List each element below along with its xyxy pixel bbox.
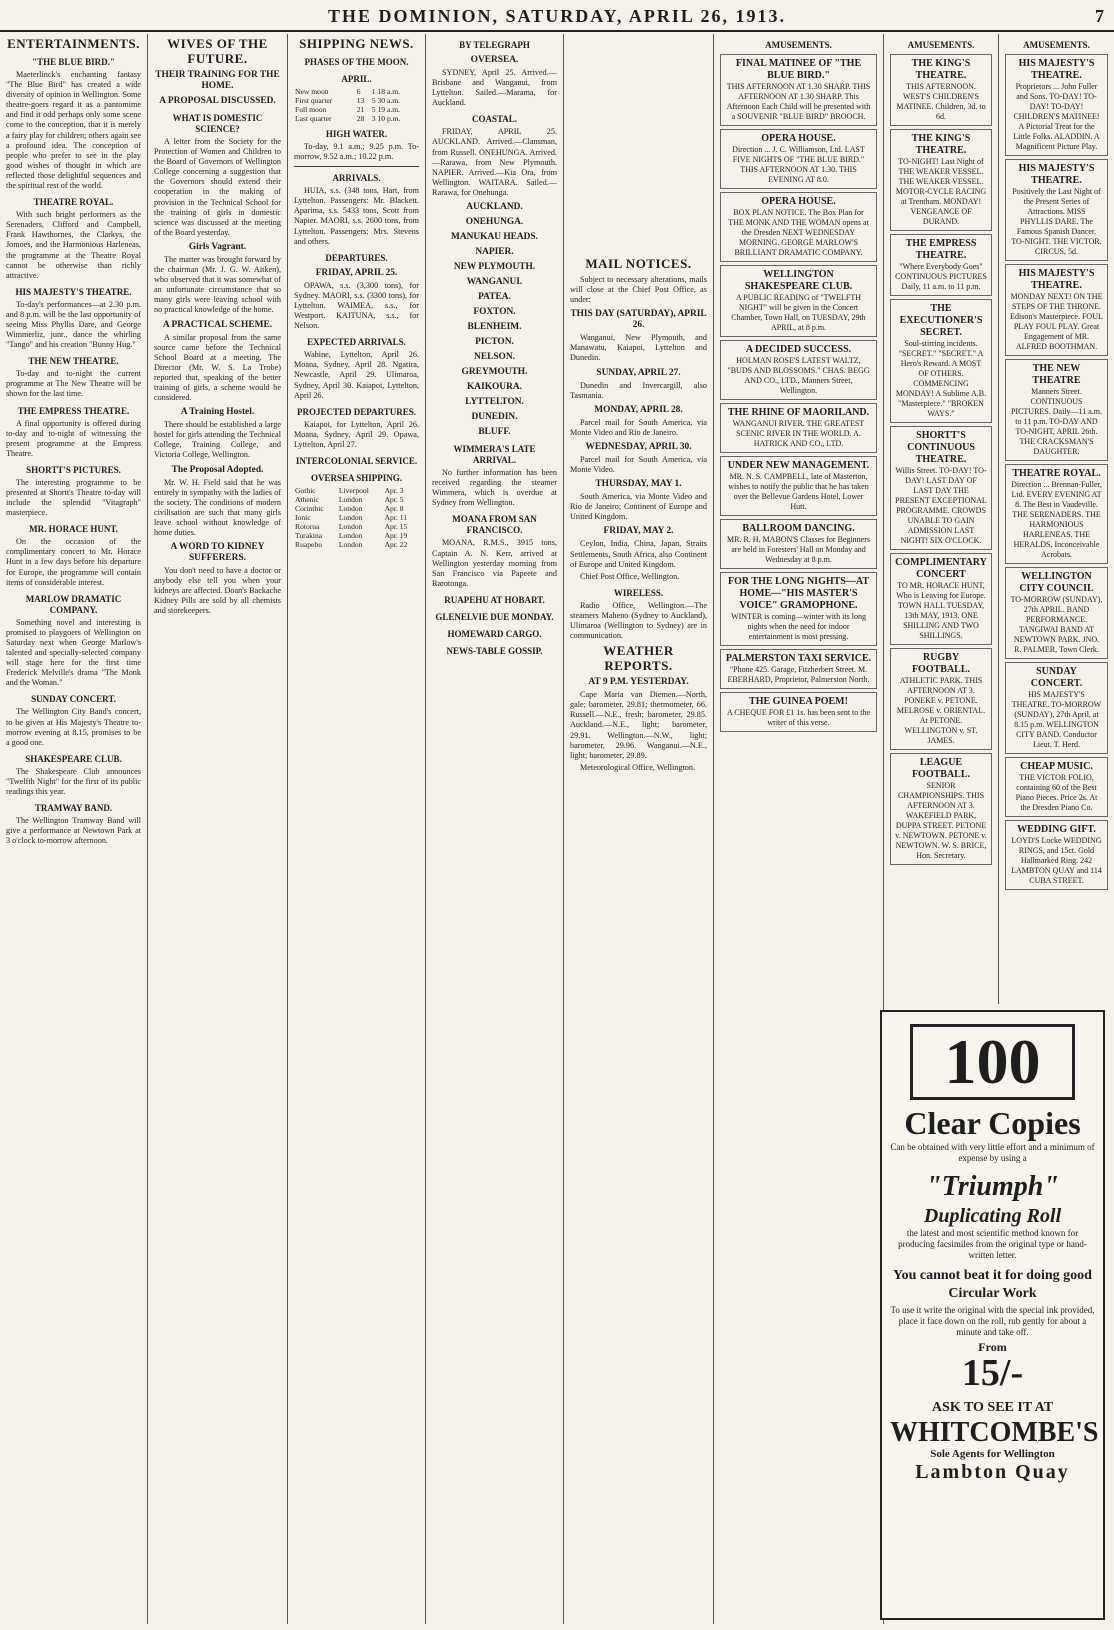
advert-text: ATHLETIC PARK. THIS AFTERNOON AT 3. PONEKE v. PETONE. MELROSE v. ORIENTAL. At PETONE. WELLINGTON v. ST. JAMES. xyxy=(896,676,986,745)
section-text: The Shakespeare Club announces "Twelfth Night" for the first of its public readings this year. xyxy=(6,766,141,796)
mail-day: THURSDAY, MAY 1. xyxy=(595,479,682,490)
advert xyxy=(720,649,877,689)
advert xyxy=(890,234,992,296)
advert xyxy=(720,519,877,569)
port-title: BLENHEIM. xyxy=(467,322,522,333)
advert-text: "Where Everybody Goes" CONTINUOUS PICTURES Daily, 11 a.m. to 11 p.m. xyxy=(895,262,987,291)
advert-title: WEDDING GIFT. xyxy=(1017,824,1096,835)
advert-title: THE RHINE OF MAORILAND. xyxy=(727,407,870,418)
ship-name: Corinthic xyxy=(295,503,324,513)
port-title: KAIKOURA. xyxy=(467,382,522,393)
port-title: GREYMOUTH. xyxy=(461,367,528,378)
section-title: SHAKESPEARE CLUB. xyxy=(25,753,122,764)
advert xyxy=(720,340,877,400)
advert-text: BOX PLAN NOTICE. The Box Plan for THE MONK AND THE WOMAN opens at the Dresden NEXT WEDNESDAY MORNING. GEORGE MARLOW'S BRILLIANT DRAMATIC COMPANY. xyxy=(728,208,869,257)
column-wives-future xyxy=(148,34,288,1624)
coastal-text: FRIDAY, APRIL 25. AUCKLAND. Arrived.—Clansman, from Russell. ONEHUNGA. Arrived.—Rarawa, from New Plymouth. NAPIER. Arrived.—Kia Ora, from Wellington. WAITARA. Sailed.—Rarawa, for Onehunga. xyxy=(432,127,557,197)
section-text: To-day and to-night the current programme at The New Theatre will be shown for the last time. xyxy=(6,369,141,399)
port-title: PICTON. xyxy=(475,337,514,348)
advert-text: HOLMAN ROSE'S LATEST WALTZ, "BUDS AND BLOSSOMS." CHAS. BEGG AND CO., LTD., Manners Street, Wellington. xyxy=(727,356,870,395)
advert-text: Direction ... J. C. Williamson, Ltd. LAST FIVE NIGHTS OF "THE BLUE BIRD." THIS AFTERNOON AT 1.30. THIS EVENING AT 8.0. xyxy=(732,145,865,184)
advert-text: Manners Street. CONTINUOUS PICTURES. Daily—11 a.m. to 11 p.m. TO-DAY AND TO-NIGHT, APRIL 26th. THE CRACKSMAN'S DAUGHTER. xyxy=(1010,387,1103,456)
ship-date: Apr. 22 xyxy=(384,539,408,549)
section-title: MARLOW DRAMATIC COMPANY. xyxy=(25,593,122,615)
moon-title: PHASES OF THE MOON. xyxy=(304,57,409,67)
ship-name: Ruapehu xyxy=(295,539,322,549)
advert-title: HIS MAJESTY'S THEATRE. xyxy=(1018,163,1095,186)
advert-title: WELLINGTON CITY COUNCIL xyxy=(1019,571,1094,594)
mail-day: THIS DAY (SATURDAY), APRIL 26. xyxy=(570,309,707,331)
advert xyxy=(720,265,877,337)
section-title: TRAMWAY BAND. xyxy=(34,803,113,814)
port-title: BLUFF. xyxy=(478,427,511,438)
port-title: PATEA. xyxy=(478,292,511,303)
port-title: MANUKAU HEADS. xyxy=(451,232,538,243)
moon-day: 21 xyxy=(356,105,365,114)
column-amusements-1 xyxy=(714,34,884,1624)
advert xyxy=(890,426,992,550)
expected-text: Wahine, Lyttelton, April 26. Moana, Sydney, April 28. Ngatira, Newcastle, April 29. Ulimaroa, Sydney, April 30. Kaiapoi, Lyttelton, April 26. xyxy=(294,350,419,400)
moon-month: APRIL. xyxy=(341,74,372,84)
newstable-title: NEWS-TABLE GOSSIP. xyxy=(446,645,543,656)
amusements-heading: AMUSEMENTS. xyxy=(1023,40,1090,50)
advert xyxy=(890,54,992,126)
table-row xyxy=(294,105,419,114)
mail-text: Parcel mail for South America, via Monte Video. xyxy=(570,454,707,475)
table-row xyxy=(294,504,419,513)
shipping-heading: SHIPPING NEWS. xyxy=(299,36,414,51)
mail-intro: Subject to necessary alterations, mails will close at the Chief Post Office, as under: xyxy=(570,275,707,305)
advert-text: A PUBLIC READING of "TWELFTH NIGHT" will be given in the Concert Chamber, Town Hall, on TUESDAY, 29th APRIL, at 8 p.m. xyxy=(731,293,866,332)
advert xyxy=(720,456,877,516)
departures-text: OPAWA, s.s. (3,300 tons), for Sydney. MAORI, s.s. (3300 tons), for Lyttelton. WAIMEA, s.s., for Westport. KAITUNA, s.s., for Nelson. xyxy=(294,280,419,331)
advert-text: Soul-stirring incidents. "SECRET." "SECRET." A Hero's Reward. A MOST OF OTHERS. COMMENCING MONDAY! A Sublime A.B. "Masterpiece." "BROKEN WAYS." xyxy=(895,339,987,418)
advert-text: MR. N. S. CAMPBELL, late of Masterton, wishes to notify the public that he has taken over the Bellevue Gardens Hotel, Lower Hutt. xyxy=(728,472,869,511)
section-title: SUNDAY CONCERT. xyxy=(31,694,116,705)
advert-text: THIS AFTERNOON. WEST'S CHILDREN'S MATINEE. Children, 3d. to 6d. xyxy=(896,82,986,121)
triumph-duplicating-advert xyxy=(880,1010,1105,1620)
advert xyxy=(720,192,877,262)
amusements-heading: AMUSEMENTS. xyxy=(765,40,832,50)
advert-text: MONDAY NEXT! ON THE STEPS OF THE THRONE. Edison's Masterpiece. FOUL PLAY FOUL PLAY. Great Engagement of MR. ALFRED BOOTHMAN. xyxy=(1010,292,1103,351)
section-title: THE NEW THEATRE. xyxy=(28,356,119,367)
port-title: FOXTON. xyxy=(473,307,516,318)
section-text: On the occasion of the complimentary concert to Mr. Horace Hunt in a few days before his departure for Europe, the programme will contain items of considerable interest. xyxy=(6,537,141,587)
advert-title: THE KING'S THEATRE. xyxy=(911,133,971,156)
ship-date: Apr. 8 xyxy=(384,503,404,513)
wimmera-text: No further information has been received regarding the steamer Wimmera, which is overdue at Sydney from Wellington. xyxy=(432,468,557,508)
port-title: WANGANUI. xyxy=(466,277,523,288)
advert-text: TO-NIGHT! Last Night of THE WEAKER VESSEL. THE WEAKER VESSEL. MOTOR-CYCLE RACING at Trentham. MONDAY! VENGEANCE OF DURAND. xyxy=(895,157,987,226)
advert-text: THE VICTOR FOLIO, containing 60 of the Best Piano Pieces. Price 2s. At the Dresden Piano Co. xyxy=(1015,773,1098,812)
projected-text: Kaiapoi, for Lyttelton, April 26. Moana, Sydney, April 29. Opawa, Lyttelton, April 27. xyxy=(294,419,419,449)
port-title: AUCKLAND. xyxy=(466,202,523,213)
coastal-title: COASTAL. xyxy=(471,114,518,125)
port-title: NELSON. xyxy=(474,352,515,363)
port-title: LYTTELTON. xyxy=(465,397,524,408)
advert-title: OPERA HOUSE. xyxy=(761,196,836,207)
advert xyxy=(1005,359,1108,461)
section-text: Mr. W. H. Field said that he was entirely in sympathy with the ladies of the society. The conditions of modern civilisation are such that many girls leave school without knowledge of home duties. xyxy=(154,477,281,537)
section-text: With such bright performers as the Serenaders, Clifford and Campbell, Frank Hawthornes, the Clarkys, the Jomoes, and the Harmonious Harleneas, the programme at the Theatre Royal cannot be otherwise than richly attractive. xyxy=(6,210,141,280)
moon-day: 13 xyxy=(356,96,365,105)
section-title: Girls Vagrant. xyxy=(188,241,247,252)
advert-title: CHEAP MUSIC. xyxy=(1020,761,1093,772)
mail-text: Ceylon, India, China, Japan, Straits Settlements, South Africa, also Continent of Europe and United Kingdom. xyxy=(570,539,707,569)
advert-text: Proprietors ... John Fuller and Sons. TO-DAY! TO-DAY! TO-DAY! CHILDREN'S MATINEE! A Pictorial Treat for the Little Folks. ALADDIN. A Magnificent Picture Play. xyxy=(1013,82,1100,151)
advert-agents: Sole Agents for Wellington xyxy=(930,1448,1055,1460)
advert xyxy=(890,553,992,645)
table-row xyxy=(294,87,419,96)
column-amusements-3 xyxy=(999,34,1114,1004)
overseas-table xyxy=(294,486,419,549)
weather-sub: AT 9 P.M. YESTERDAY. xyxy=(588,677,689,688)
glenelvie-title: GLENELVIE DUE MONDAY. xyxy=(435,611,554,622)
advert xyxy=(890,753,992,865)
advert-text: TO-MORROW (SUNDAY), 27th APRIL. BAND PERFORMANCE. TANGIWAI BAND AT NEWTOWN PARK. JNO. R. PALMER, Town Clerk. xyxy=(1010,595,1103,654)
entertainments-list xyxy=(6,57,141,846)
advert xyxy=(890,648,992,750)
advert-title: COMPLIMENTARY CONCERT xyxy=(895,557,987,580)
section-title: The Proposal Adopted. xyxy=(171,464,264,475)
advert-title: THE EMPRESS THEATRE. xyxy=(905,238,977,261)
column-shipping xyxy=(288,34,426,1624)
advert xyxy=(1005,662,1108,754)
advert-lambton-quay: Lambton Quay xyxy=(915,1461,1070,1483)
table-row xyxy=(294,495,419,504)
projected-title: PROJECTED DEPARTURES. xyxy=(296,406,417,417)
section-text: You don't need to have a doctor or anybody else tell you when your kidneys are affected. Doan's Backache Kidney Pills are sold by all chemists and storekeepers. xyxy=(154,566,281,616)
homeward-title: HOMEWARD CARGO. xyxy=(447,628,542,639)
table-row xyxy=(294,96,419,105)
advert-title: THE EXECUTIONER'S SECRET. xyxy=(899,303,983,338)
advert-title: THEATRE ROYAL. xyxy=(1012,468,1101,479)
ship-date: Apr. 15 xyxy=(384,521,408,531)
ship-from: London xyxy=(338,494,363,504)
section-title: A PRACTICAL SCHEME. xyxy=(162,319,273,330)
moana-title: MOANA FROM SAN FRANCISCO. xyxy=(452,514,537,536)
advert-title: WELLINGTON SHAKESPEARE CLUB. xyxy=(744,269,853,292)
ship-from: London xyxy=(338,530,363,540)
clear-copies: Clear Copies xyxy=(904,1105,1081,1141)
moon-phase: New moon xyxy=(295,87,329,96)
moon-phases-table xyxy=(294,87,419,123)
section-text: There should be established a large hostel for girls attending the Technical College, Training College, and Victoria College, Wellington. xyxy=(154,420,281,460)
advert xyxy=(1005,757,1108,817)
section-title: A Training Hostel. xyxy=(180,407,255,418)
advert-subtext-3: To use it write the original with the special ink provided, place it face down on the roll, rub gently for about a minute and take off. xyxy=(890,1305,1095,1337)
advert-text: HIS MAJESTY'S THEATRE. TO-MORROW (SUNDAY), 27th April, at 8.15 p.m. WELLINGTON CITY BAND. Conductor Lieut. T. Herd. xyxy=(1011,690,1102,749)
departures-date: FRIDAY, APRIL 25. xyxy=(315,267,398,278)
moon-day: 6 xyxy=(356,87,361,96)
masthead-title: THE DOMINION, SATURDAY, APRIL 26, 1913. xyxy=(328,6,786,26)
advert-title: HIS MAJESTY'S THEATRE. xyxy=(1018,268,1095,291)
advert-whitcombes: WHITCOMBE'S xyxy=(890,1417,1099,1448)
article-subheading: THEIR TRAINING FOR THE HOME. xyxy=(155,70,280,91)
advert-text: WINTER is coming—winter with its long nights when the need for indoor entertainment is most pressing. xyxy=(731,612,866,641)
section-text: Something novel and interesting is promised to playgoers of Wellington on Saturday next when George Marlow's talented and specially-selected company will stage here for the first time Frederick Melville's drama "The Monk and the Woman." xyxy=(6,617,141,688)
section-text: The Wellington Tramway Band will give a performance at Newtown Park at 3 o'clock to-morrow afternoon. xyxy=(6,816,141,846)
ads-list xyxy=(1005,54,1108,890)
advert xyxy=(720,129,877,189)
table-row xyxy=(294,114,419,123)
advert-text: MR. R. H. MABON'S Classes for Beginners are held in Foresters' Hall on Monday and Wednesday at 8 p.m. xyxy=(727,535,870,564)
meteor-office: Meteorological Office, Wellington. xyxy=(580,762,695,772)
wireless-text: Radio Office, Wellington.—The steamers Maheno (Sydney to Auckland), Ulimaroa (Wellington to Sydney) are in communication. xyxy=(570,600,707,641)
mail-day: MONDAY, APRIL 28. xyxy=(594,404,683,415)
section-text: The matter was brought forward by the chairman (Mr. J. G. W. Aitken), who observed that it was somewhat of an unfortunate circumstance that so many girls were leaving school with no practical knowledge of the home. xyxy=(154,254,281,315)
advert-text: SENIOR CHAMPIONSHIPS. THIS AFTERNOON AT 3. WAKEFIELD PARK, DUPPA STREET. PETONE v. NEWTOWN. PETONE v. NEWTOWN. W. S. BRICE, Hon. Secretary. xyxy=(895,781,987,860)
advert-slogan: You cannot beat it for doing good Circular Work xyxy=(893,1268,1092,1301)
advert-title: FOR THE LONG NIGHTS—AT HOME—"HIS MASTER'S VOICE" GRAMOPHONE. xyxy=(727,576,870,611)
ship-from: London xyxy=(338,521,363,531)
port-title: ONEHUNGA. xyxy=(465,217,524,228)
advert-text: Direction ... Brennan-Fuller, Ltd. EVERY EVENING AT 8. The Best in Vaudeville. THE SERENADERS. THE HARMONIOUS HARLENEAS. THE HERALDS, Inconceivable Acrobats. xyxy=(1011,480,1102,559)
advert-title: FINAL MATINEE OF "THE BLUE BIRD." xyxy=(735,58,862,81)
port-title: DUNEDIN. xyxy=(471,412,518,423)
ship-name: Gothic xyxy=(295,485,316,495)
advert xyxy=(1005,264,1108,356)
advert-title: HIS MAJESTY'S THEATRE. xyxy=(1018,58,1095,81)
ship-date: Apr. 11 xyxy=(384,512,408,522)
ship-from: London xyxy=(338,503,363,513)
article-subheading-3: WHAT IS DOMESTIC SCIENCE? xyxy=(172,113,263,134)
arrivals-title: ARRIVALS. xyxy=(332,173,381,184)
masthead xyxy=(0,0,1114,32)
advert-text: THIS AFTERNOON AT 1.30 SHARP. THIS AFTERNOON AT 1.30 SHARP. This Afternoon Each Child will be presented with a SOUVENIR "BLUE BIRD" BROOCH. xyxy=(726,82,871,121)
departures-title: DEPARTURES. xyxy=(325,252,388,263)
hundred-number: 100 xyxy=(910,1024,1075,1100)
ship-name: Rotorua xyxy=(295,521,320,531)
amusements-heading: AMUSEMENTS. xyxy=(907,40,975,50)
page-number: 7 xyxy=(1095,6,1104,26)
advert-title: A DECIDED SUCCESS. xyxy=(745,344,852,355)
wimmera-title: WIMMERA'S LATE ARRIVAL. xyxy=(453,444,536,466)
mail-days xyxy=(570,309,707,569)
advert-title: THE KING'S THEATRE. xyxy=(911,58,971,81)
advert-text: LOYD'S Locke WEDDING RINGS, and 15ct. Gold Hallmarked Ring. 242 LAMBTON QUAY and 114 CUBA STREET. xyxy=(1011,836,1102,885)
advert xyxy=(890,299,992,423)
advert-title: UNDER NEW MANAGEMENT. xyxy=(727,460,870,471)
advert-text: Positively the Last Night of the Present Series of Attractions. MISS PHYLLIS DARE. The Famous Spanish Dancer. TO-NIGHT. THE VICTOR. CIRCUS, 5d. xyxy=(1011,187,1102,256)
section-title: SHORTT'S PICTURES. xyxy=(26,464,121,475)
mail-day: WEDNESDAY, APRIL 30. xyxy=(585,441,692,452)
section-text: The Wellington City Band's concert, to be given at His Majesty's Theatre to-morrow evening at 8.15, promises to be a good one. xyxy=(6,707,141,747)
port-title: NAPIER. xyxy=(475,247,514,258)
section-heading: ENTERTAINMENTS. xyxy=(7,36,140,51)
ship-name: Ionic xyxy=(295,512,311,522)
weather-title: WEATHER REPORTS. xyxy=(603,643,674,674)
section-title: THEATRE ROYAL. xyxy=(33,197,114,208)
section-text: A final opportunity is offered during to-day and to-night of witnessing the present programme at the Empress Theatre. xyxy=(6,418,141,458)
advert-title: THE GUINEA POEM! xyxy=(749,696,848,707)
advert-ask: ASK TO SEE IT AT xyxy=(931,1400,1054,1415)
moon-time: 1 18 a.m. xyxy=(371,87,401,96)
section-title: THE EMPRESS THEATRE. xyxy=(17,405,130,416)
section-text: A similar proposal from the same source came before the Technical School Board at a meeting. The Director (Mr. W. S. La Trobe) reported that, speaking of the better training of girls, a scheme would be considered. xyxy=(154,332,281,403)
advert-from: From xyxy=(978,1340,1007,1354)
high-water-title: HIGH WATER. xyxy=(325,129,388,139)
advert xyxy=(890,129,992,231)
ship-date: Apr. 3 xyxy=(384,485,404,495)
section-title: HIS MAJESTY'S THEATRE. xyxy=(15,286,132,297)
moon-phase: Full moon xyxy=(295,105,327,114)
table-row xyxy=(294,531,419,540)
arrivals-text: HUIA, s.s. (348 tons, Hart, from Lyttelton. Passengers: Mr. Blackett. Aparima, s.s. 5433 tons, Scott from Napier. MAORI, s.s. 2600 tons, from Lyttelton. Passengers: Mrs. Stevens and others. xyxy=(294,186,419,246)
advert xyxy=(720,54,877,126)
advert-title: OPERA HOUSE. xyxy=(761,133,836,144)
section-text: Maeterlinck's enchanting fantasy "The Blue Bird" has created a wide diversity of opinion in Wellington. Some theatre-goers regard it as a pantomime and find it odd perhaps only some scene come to the conception, that it is merely a fairy play for children; others again see a profound idea. The conception of people who prefer to see in the play good wishes of thought in which are reflected those delightful sequences and the spiritual rest of the world. xyxy=(6,70,141,191)
table-row xyxy=(294,513,419,522)
postmaster: Chief Post Office, Wellington. xyxy=(580,571,680,581)
ads-list xyxy=(720,54,877,732)
advert-brand: "Triumph" xyxy=(926,1171,1059,1202)
article-subheading-2: A PROPOSAL DISCUSSED. xyxy=(159,96,276,106)
advert-title: PALMERSTON TAXI SERVICE. xyxy=(725,653,872,664)
wireless-title: WIRELESS. xyxy=(613,587,664,598)
advert-text: Willis Street. TO-DAY! TO-DAY! LAST DAY OF LAST DAY THE PRESENT EXCEPTIONAL PROGRAMME. CROWDS UNABLE TO GAIN ADMISSION LAST NIGHT! SIX O'CLOCK. xyxy=(895,466,987,545)
column-entertainments xyxy=(0,34,148,1624)
ship-name: Turakina xyxy=(295,530,323,540)
telegraph-title: BY TELEGRAPH xyxy=(459,40,530,50)
advert xyxy=(1005,159,1108,261)
advert-title: THE NEW THEATRE xyxy=(1032,363,1081,386)
advert-title: BALLROOM DANCING. xyxy=(742,523,855,534)
table-row xyxy=(294,540,419,549)
advert xyxy=(1005,820,1108,890)
ship-date: Apr. 19 xyxy=(384,530,408,540)
article-sections xyxy=(154,242,281,617)
moon-time: 5 19 a.m. xyxy=(371,105,401,114)
ship-date: Apr. 5 xyxy=(384,494,404,504)
advert-title: SUNDAY CONCERT. xyxy=(1030,666,1083,689)
advert xyxy=(720,403,877,453)
ship-from: London xyxy=(338,539,363,549)
mail-text: South America, via Monte Video and Rio de Janeiro; Continent of Europe and United Kingdom. xyxy=(570,492,707,522)
table-row xyxy=(294,522,419,531)
article-heading: WIVES OF THE FUTURE. xyxy=(167,36,268,66)
moon-phase: First quarter xyxy=(295,96,333,105)
ruapehu-title: RUAPEHU AT HOBART. xyxy=(444,594,545,605)
moon-day: 28 xyxy=(356,114,365,123)
advert xyxy=(1005,567,1108,659)
telegraph-text: SYDNEY, April 25. Arrived.—Brisbane and Wanganui, from Lyttelton. Sailed.—Marama, for Auckland. xyxy=(432,68,557,108)
telegraph-sub: OVERSEA. xyxy=(470,55,519,65)
advert xyxy=(720,572,877,646)
ship-from: London xyxy=(338,512,363,522)
column-mail xyxy=(564,34,714,1624)
advert-price: 15/- xyxy=(961,1352,1024,1394)
mail-text: Wanganui, New Plymouth, and Manawatu, Kaiapoi, Lyttelton and Dunedin. xyxy=(570,333,707,363)
mail-day: FRIDAY, MAY 2. xyxy=(603,526,674,537)
advert-text: TO MR. HORACE HUNT, Who is Leaving for Europe. TOWN HALL TUESDAY, 13th MAY, 1913. ONE SHILLING AND TWO SHILLINGS. xyxy=(896,581,986,640)
advert-title: LEAGUE FOOTBALL. xyxy=(911,757,971,780)
section-text: The interesting programme to be presented at Shortt's Theatre to-day will include the splendid "Vitagraph" masterpiece. xyxy=(6,477,141,518)
advert-text: A CHEQUE FOR £1 1s. has been sent to the writer of this verse. xyxy=(726,708,871,727)
section-text: To-day's performances—at 2.30 p.m. and 8 p.m. will be the last opportunity of seeing Miss Phyllis Dare, and George Wimmerliz, junr., dance the whirling "Tango" and his creation "Bunny Hug." xyxy=(6,299,141,350)
advert-title: RUGBY FOOTBALL. xyxy=(911,652,971,675)
mail-day: SUNDAY, APRIL 27. xyxy=(596,367,681,378)
advert-subtext-2: the latest and most scientific method known for producing facsimiles from the original type or hand-written letter. xyxy=(898,1228,1087,1260)
overseas-title: OVERSEA SHIPPING. xyxy=(310,472,403,483)
column-amusements-2 xyxy=(884,34,999,1004)
port-title: NEW PLYMOUTH. xyxy=(453,262,536,273)
expected-title: EXPECTED ARRIVALS. xyxy=(307,337,406,348)
weather-text: Cape Maria van Diemen.—North, gale; barometer, 29.81; thermometer, 66. Russell.—N.E., fresh; barometer, 29.85. Auckland.—N.E., light; barometer, 29.91. Wellington.—N.W., light; barometer, 29.96. Wanganui.—N.E., light; barometer, 29.89. xyxy=(570,690,707,760)
mail-text: Dunedin and Invercargill, also Tasmania. xyxy=(570,380,707,400)
advert-text: "Phone 425. Garage, Fitzherbert Street. M. EBERHARD, Proprietor, Palmerston North. xyxy=(727,665,870,684)
advert xyxy=(1005,464,1108,564)
high-water-text: To-day, 9.1 a.m.; 9.25 p.m. To-morrow, 9.52 a.m.; 10.22 p.m. xyxy=(294,142,419,162)
table-row xyxy=(294,486,419,495)
ship-from: Liverpool xyxy=(338,485,369,495)
section-title: A WORD TO KIDNEY SUFFERERS. xyxy=(170,542,265,564)
advert xyxy=(1005,54,1108,156)
ads-list xyxy=(890,54,992,865)
section-title: MR. HORACE HUNT. xyxy=(29,524,118,535)
advert xyxy=(720,692,877,732)
intercolonial-title: INTERCOLONIAL SERVICE. xyxy=(295,455,418,466)
ship-name: Athenic xyxy=(295,494,320,504)
advert-subtext-1: Can be obtained with very little effort and a minimum of expense by using a xyxy=(890,1142,1095,1163)
advert-title: SHORTT'S CONTINUOUS THEATRE. xyxy=(907,430,975,465)
advert-text: WANGANUI RIVER. THE GREATEST SCENIC RIVER IN THE WORLD. A. HATRICK AND CO., LTD. xyxy=(732,419,865,448)
advert-product: Duplicating Roll xyxy=(923,1205,1062,1227)
section-title: "THE BLUE BIRD." xyxy=(32,57,115,67)
moon-phase: Last quarter xyxy=(295,114,332,123)
ports-list xyxy=(432,202,557,438)
moana-text: MOANA, R.M.S., 3915 tons, Captain A. N. Kerr, arrived at Wellington yesterday morning from San Francisco via Papeete and Rarotonga. xyxy=(432,538,557,588)
column-telegraph xyxy=(426,34,564,1624)
mail-heading: MAIL NOTICES. xyxy=(585,256,692,271)
moon-time: 3 10 p.m. xyxy=(371,114,401,123)
mail-text: Parcel mail for South America, via Monte Video and Rio de Janeiro. xyxy=(570,417,707,437)
article-intro: A letter from the Society for the Protection of Women and Children to the Board of Governors of Wellington College concerning a suggestion that the Governors should extend their cooperation in the making of provision in the Technical School for the training of girls in domestic science was discussed at the meeting of the Board yesterday. xyxy=(154,137,281,237)
moon-time: 5 30 a.m. xyxy=(371,96,401,105)
